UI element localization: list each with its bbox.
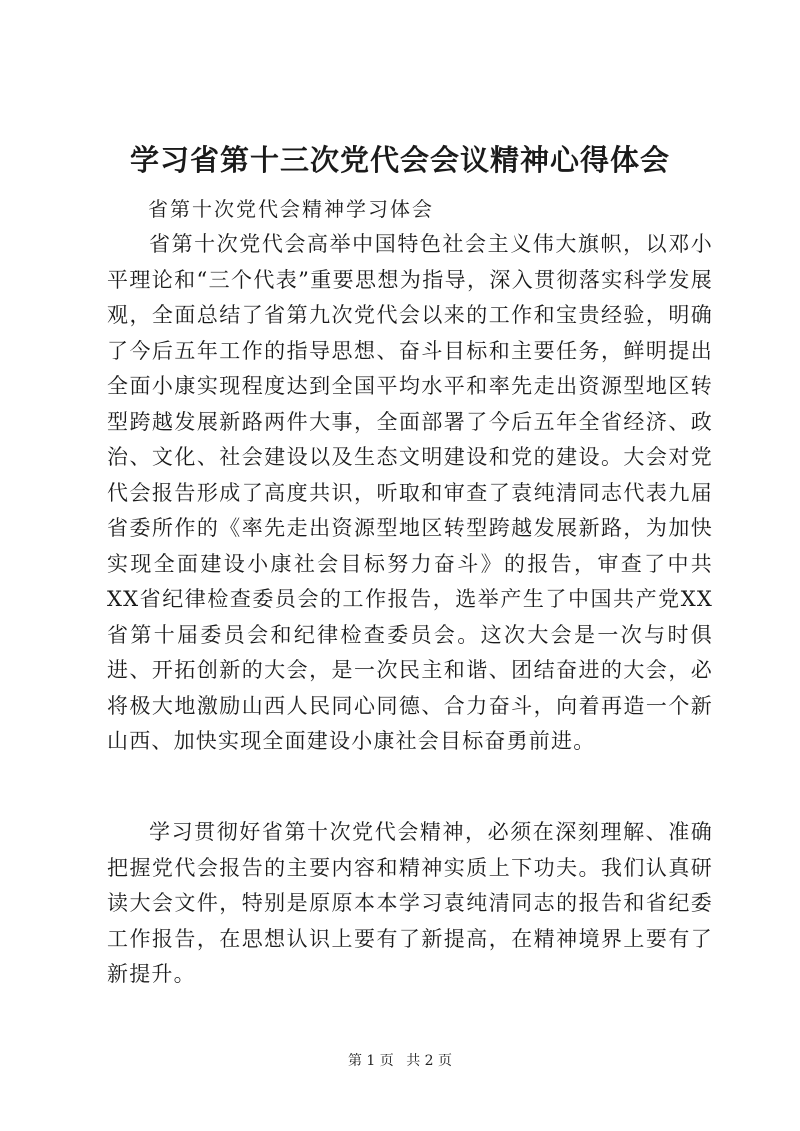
document-subtitle: 省第十次党代会精神学习体会 [148, 197, 434, 221]
body-paragraph-1: 省第十次党代会高举中国特色社会主义伟大旗帜，以邓小平理论和“三个代表”重要思想为指导，深入贯彻落实科学发展观，全面总结了省第九次党代会以来的工作和宝贵经验，明确了今后五年工作的指导思想、奋斗目标和主要任务，鲜明提出全面小康实现程度达到全国平均水平和率先走出资源型地区转型跨越发展新路两件大事，全面部署了今后五年全省经济、政治、文化、社会建设以及生态文明建设和党的建设。大会对党代会报告形成了高度共识，听取和审查了袁纯清同志代表九届省委所作的《率先走出资源型地区转型跨越发展新路，为加快实现全面建设小康社会目标努力奋斗》的报告，审查了中共XX省纪律检查委员会的工作报告，选举产生了中国共产党XX省第十届委员会和纪律检查委员会。这次大会是一次与时俱进、开拓创新的大会，是一次民主和谐、团结奋进的大会，必将极大地激励山西人民同心同德、合力奋斗，向着再造一个新山西、加快实现全面建设小康社会目标奋勇前进。 [107, 232, 713, 753]
page-footer [0, 1050, 800, 1070]
page-total: 共 2 页 [406, 1053, 453, 1069]
page-number: 第 1 页 [347, 1053, 394, 1069]
document-title: 学习省第十三次党代会会议精神心得体会 [129, 143, 670, 177]
body-paragraph-2: 学习贯彻好省第十次党代会精神，必须在深刻理解、准确把握党代会报告的主要内容和精神实质上下功夫。我们认真研读大会文件，特别是原原本本学习袁纯清同志的报告和省纪委工作报告，在思想认识上要有了新提高，在精神境界上要有了新提升。 [107, 820, 713, 986]
